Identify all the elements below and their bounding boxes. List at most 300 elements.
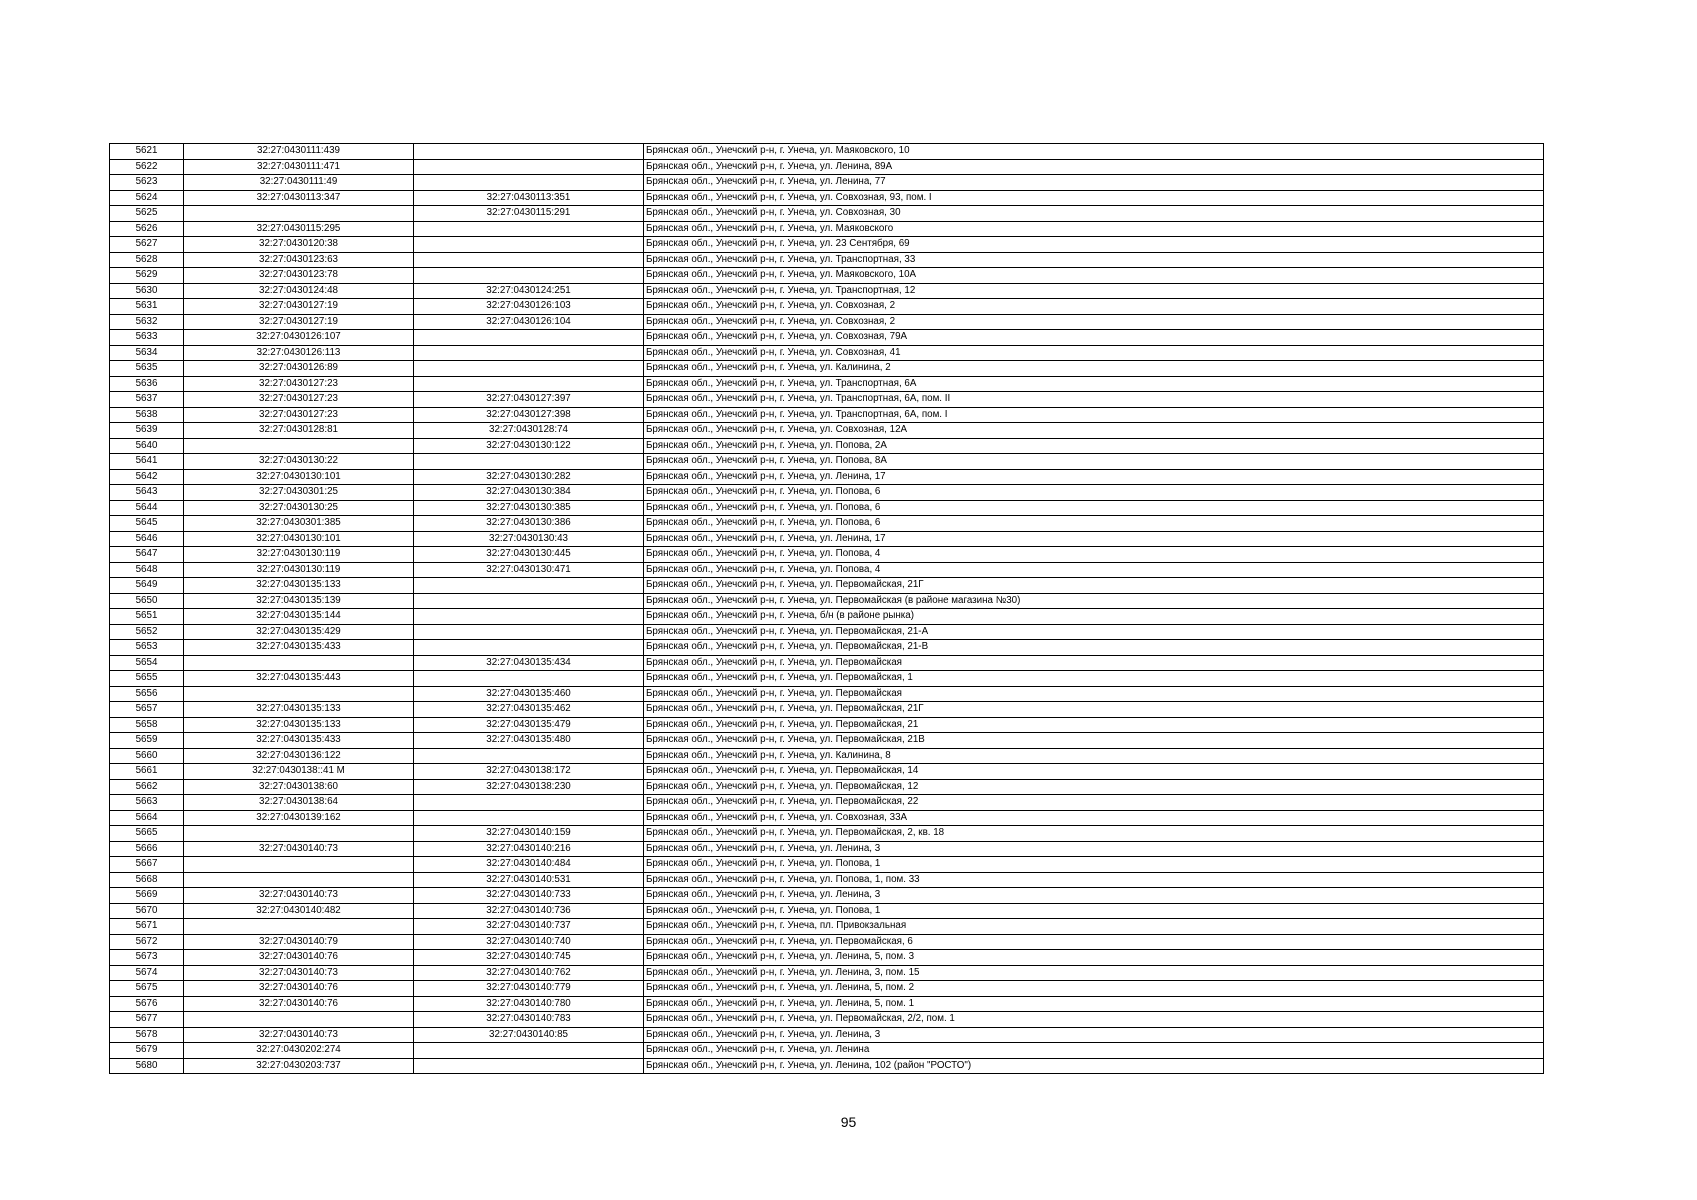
table-row (110, 175, 1544, 191)
row-number-cell: 5640 (110, 438, 184, 454)
object-cadastral-number-cell: 32:27:0430140:216 (414, 841, 644, 857)
object-cadastral-number-cell: 32:27:0430140:736 (414, 903, 644, 919)
address-cell: Брянская обл., Унечский р-н, г. Унеча, ул. 23 Сентября, 69 (644, 237, 1544, 253)
table-row (110, 981, 1544, 997)
object-cadastral-number-cell: 32:27:0430140:783 (414, 1012, 644, 1028)
table-row (110, 252, 1544, 268)
table-row (110, 500, 1544, 516)
land-cadastral-number-cell: 32:27:0430202:274 (184, 1043, 414, 1059)
object-cadastral-number-cell: 32:27:0430135:462 (414, 702, 644, 718)
table-row (110, 454, 1544, 470)
address-cell: Брянская обл., Унечский р-н, г. Унеча, ул. Первомайская, 14 (644, 764, 1544, 780)
address-cell: Брянская обл., Унечский р-н, г. Унеча, ул. Первомайская (644, 686, 1544, 702)
row-number-cell: 5624 (110, 190, 184, 206)
object-cadastral-number-cell (414, 361, 644, 377)
table-row (110, 702, 1544, 718)
table-row (110, 190, 1544, 206)
object-cadastral-number-cell: 32:27:0430140:159 (414, 826, 644, 842)
land-cadastral-number-cell: 32:27:0430124:48 (184, 283, 414, 299)
address-cell: Брянская обл., Унечский р-н, г. Унеча, ул. Совхозная, 41 (644, 345, 1544, 361)
object-cadastral-number-cell: 32:27:0430135:480 (414, 733, 644, 749)
row-number-cell: 5630 (110, 283, 184, 299)
address-cell: Брянская обл., Унечский р-н, г. Унеча, ул. Совхозная, 79А (644, 330, 1544, 346)
land-cadastral-number-cell: 32:27:0430130:119 (184, 562, 414, 578)
address-cell: Брянская обл., Унечский р-н, г. Унеча, ул. Попова, 1, пом. 33 (644, 872, 1544, 888)
row-number-cell: 5680 (110, 1058, 184, 1074)
row-number-cell: 5643 (110, 485, 184, 501)
object-cadastral-number-cell: 32:27:0430130:384 (414, 485, 644, 501)
address-cell: Брянская обл., Унечский р-н, г. Унеча, ул. Первомайская, 12 (644, 779, 1544, 795)
row-number-cell: 5652 (110, 624, 184, 640)
land-cadastral-number-cell: 32:27:0430135:433 (184, 733, 414, 749)
object-cadastral-number-cell (414, 593, 644, 609)
land-cadastral-number-cell: 32:27:0430301:25 (184, 485, 414, 501)
address-cell: Брянская обл., Унечский р-н, г. Унеча, ул. Совхозная, 33А (644, 810, 1544, 826)
address-cell: Брянская обл., Унечский р-н, г. Унеча, ул. Первомайская, 21В (644, 733, 1544, 749)
object-cadastral-number-cell: 32:27:0430140:733 (414, 888, 644, 904)
row-number-cell: 5633 (110, 330, 184, 346)
address-cell: Брянская обл., Унечский р-н, г. Унеча, ул. Совхозная, 93, пом. I (644, 190, 1544, 206)
row-number-cell: 5665 (110, 826, 184, 842)
row-number-cell: 5645 (110, 516, 184, 532)
object-cadastral-number-cell: 32:27:0430124:251 (414, 283, 644, 299)
object-cadastral-number-cell (414, 237, 644, 253)
object-cadastral-number-cell: 32:27:0430130:122 (414, 438, 644, 454)
object-cadastral-number-cell (414, 748, 644, 764)
table-row (110, 950, 1544, 966)
address-cell: Брянская обл., Унечский р-н, г. Унеча, ул. Совхозная, 12А (644, 423, 1544, 439)
table-row (110, 1012, 1544, 1028)
land-cadastral-number-cell: 32:27:0430128:81 (184, 423, 414, 439)
land-cadastral-number-cell: 32:27:0430135:133 (184, 702, 414, 718)
table-row (110, 221, 1544, 237)
address-cell: Брянская обл., Унечский р-н, г. Унеча, ул. Ленина, 3 (644, 841, 1544, 857)
land-cadastral-number-cell (184, 655, 414, 671)
table-row (110, 423, 1544, 439)
table-row (110, 516, 1544, 532)
row-number-cell: 5654 (110, 655, 184, 671)
address-cell: Брянская обл., Унечский р-н, г. Унеча, ул. Транспортная, 12 (644, 283, 1544, 299)
land-cadastral-number-cell: 32:27:0430138:60 (184, 779, 414, 795)
land-cadastral-number-cell (184, 857, 414, 873)
land-cadastral-number-cell: 32:27:0430140:76 (184, 981, 414, 997)
object-cadastral-number-cell (414, 454, 644, 470)
address-cell: Брянская обл., Унечский р-н, г. Унеча, ул. Транспортная, 6А (644, 376, 1544, 392)
object-cadastral-number-cell: 32:27:0430140:484 (414, 857, 644, 873)
object-cadastral-number-cell: 32:27:0430127:398 (414, 407, 644, 423)
object-cadastral-number-cell (414, 144, 644, 160)
table-row (110, 206, 1544, 222)
address-cell: Брянская обл., Унечский р-н, г. Унеча, ул. Первомайская (в районе магазина №30) (644, 593, 1544, 609)
address-cell: Брянская обл., Унечский р-н, г. Унеча, ул. Первомайская, 1 (644, 671, 1544, 687)
table-row (110, 717, 1544, 733)
row-number-cell: 5636 (110, 376, 184, 392)
address-cell: Брянская обл., Унечский р-н, г. Унеча, ул. Маяковского (644, 221, 1544, 237)
land-cadastral-number-cell: 32:27:0430135:433 (184, 640, 414, 656)
land-cadastral-number-cell: 32:27:0430135:133 (184, 578, 414, 594)
object-cadastral-number-cell: 32:27:0430140:745 (414, 950, 644, 966)
object-cadastral-number-cell: 32:27:0430128:74 (414, 423, 644, 439)
row-number-cell: 5639 (110, 423, 184, 439)
object-cadastral-number-cell: 32:27:0430140:531 (414, 872, 644, 888)
address-cell: Брянская обл., Унечский р-н, г. Унеча, ул. Ленина, 3, пом. 15 (644, 965, 1544, 981)
address-cell: Брянская обл., Унечский р-н, г. Унеча, ул. Первомайская, 21Г (644, 578, 1544, 594)
table-row (110, 469, 1544, 485)
table-row (110, 485, 1544, 501)
address-cell: Брянская обл., Унечский р-н, г. Унеча, ул. Первомайская, 21-В (644, 640, 1544, 656)
address-cell: Брянская обл., Унечский р-н, г. Унеча, ул. Ленина, 3 (644, 888, 1544, 904)
row-number-cell: 5656 (110, 686, 184, 702)
address-cell: Брянская обл., Унечский р-н, г. Унеча, ул. Первомайская, 2, кв. 18 (644, 826, 1544, 842)
land-cadastral-number-cell: 32:27:0430301:385 (184, 516, 414, 532)
land-cadastral-number-cell: 32:27:0430135:429 (184, 624, 414, 640)
row-number-cell: 5670 (110, 903, 184, 919)
row-number-cell: 5676 (110, 996, 184, 1012)
object-cadastral-number-cell (414, 376, 644, 392)
row-number-cell: 5642 (110, 469, 184, 485)
table-row (110, 159, 1544, 175)
row-number-cell: 5655 (110, 671, 184, 687)
row-number-cell: 5672 (110, 934, 184, 950)
table-row (110, 562, 1544, 578)
object-cadastral-number-cell: 32:27:0430140:762 (414, 965, 644, 981)
object-cadastral-number-cell (414, 624, 644, 640)
table-row (110, 283, 1544, 299)
land-cadastral-number-cell: 32:27:0430127:23 (184, 376, 414, 392)
row-number-cell: 5621 (110, 144, 184, 160)
table-row (110, 779, 1544, 795)
address-cell: Брянская обл., Унечский р-н, г. Унеча, ул. Калинина, 2 (644, 361, 1544, 377)
land-cadastral-number-cell: 32:27:0430140:73 (184, 841, 414, 857)
table-row (110, 841, 1544, 857)
row-number-cell: 5627 (110, 237, 184, 253)
land-cadastral-number-cell: 32:27:0430135:139 (184, 593, 414, 609)
row-number-cell: 5622 (110, 159, 184, 175)
land-cadastral-number-cell: 32:27:0430113:347 (184, 190, 414, 206)
table-row (110, 361, 1544, 377)
land-cadastral-number-cell: 32:27:0430127:23 (184, 392, 414, 408)
row-number-cell: 5648 (110, 562, 184, 578)
address-cell: Брянская обл., Унечский р-н, г. Унеча, пл. Привокзальная (644, 919, 1544, 935)
address-cell: Брянская обл., Унечский р-н, г. Унеча, ул. Попова, 4 (644, 562, 1544, 578)
row-number-cell: 5631 (110, 299, 184, 315)
row-number-cell: 5662 (110, 779, 184, 795)
address-cell: Брянская обл., Унечский р-н, г. Унеча, ул. Совхозная, 2 (644, 299, 1544, 315)
address-cell: Брянская обл., Унечский р-н, г. Унеча, ул. Транспортная, 33 (644, 252, 1544, 268)
table-row (110, 733, 1544, 749)
object-cadastral-number-cell: 32:27:0430140:737 (414, 919, 644, 935)
address-cell: Брянская обл., Унечский р-н, г. Унеча, ул. Транспортная, 6А, пом. II (644, 392, 1544, 408)
land-cadastral-number-cell: 32:27:0430130:22 (184, 454, 414, 470)
land-cadastral-number-cell: 32:27:0430138::41 М (184, 764, 414, 780)
object-cadastral-number-cell (414, 1043, 644, 1059)
object-cadastral-number-cell: 32:27:0430130:386 (414, 516, 644, 532)
address-cell: Брянская обл., Унечский р-н, г. Унеча, ул. Ленина, 5, пом. 1 (644, 996, 1544, 1012)
land-cadastral-number-cell: 32:27:0430140:73 (184, 1027, 414, 1043)
row-number-cell: 5669 (110, 888, 184, 904)
row-number-cell: 5666 (110, 841, 184, 857)
land-cadastral-number-cell (184, 686, 414, 702)
object-cadastral-number-cell: 32:27:0430140:779 (414, 981, 644, 997)
object-cadastral-number-cell (414, 345, 644, 361)
object-cadastral-number-cell: 32:27:0430130:445 (414, 547, 644, 563)
row-number-cell: 5647 (110, 547, 184, 563)
object-cadastral-number-cell (414, 1058, 644, 1074)
object-cadastral-number-cell (414, 640, 644, 656)
address-cell: Брянская обл., Унечский р-н, г. Унеча, ул. Ленина, 89А (644, 159, 1544, 175)
land-cadastral-number-cell: 32:27:0430140:76 (184, 996, 414, 1012)
table-row (110, 640, 1544, 656)
row-number-cell: 5674 (110, 965, 184, 981)
address-cell: Брянская обл., Унечский р-н, г. Унеча, ул. Попова, 8А (644, 454, 1544, 470)
table-row (110, 810, 1544, 826)
address-cell: Брянская обл., Унечский р-н, г. Унеча, ул. Ленина (644, 1043, 1544, 1059)
address-cell: Брянская обл., Унечский р-н, г. Унеча, ул. Ленина, 3 (644, 1027, 1544, 1043)
table-row (110, 407, 1544, 423)
address-cell: Брянская обл., Унечский р-н, г. Унеча, ул. Калинина, 8 (644, 748, 1544, 764)
table-row (110, 392, 1544, 408)
land-cadastral-number-cell: 32:27:0430111:471 (184, 159, 414, 175)
land-cadastral-number-cell: 32:27:0430140:76 (184, 950, 414, 966)
land-cadastral-number-cell: 32:27:0430130:101 (184, 531, 414, 547)
row-number-cell: 5634 (110, 345, 184, 361)
address-cell: Брянская обл., Унечский р-н, г. Унеча, ул. Первомайская, 21 (644, 717, 1544, 733)
land-cadastral-number-cell: 32:27:0430120:38 (184, 237, 414, 253)
row-number-cell: 5663 (110, 795, 184, 811)
table-row (110, 531, 1544, 547)
row-number-cell: 5637 (110, 392, 184, 408)
land-cadastral-number-cell: 32:27:0430127:19 (184, 299, 414, 315)
land-cadastral-number-cell: 32:27:0430139:162 (184, 810, 414, 826)
object-cadastral-number-cell (414, 221, 644, 237)
table-row (110, 888, 1544, 904)
row-number-cell: 5679 (110, 1043, 184, 1059)
row-number-cell: 5646 (110, 531, 184, 547)
land-cadastral-number-cell: 32:27:0430130:101 (184, 469, 414, 485)
land-cadastral-number-cell: 32:27:0430111:439 (184, 144, 414, 160)
table-row (110, 376, 1544, 392)
object-cadastral-number-cell (414, 175, 644, 191)
table-row (110, 547, 1544, 563)
table-row (110, 1043, 1544, 1059)
object-cadastral-number-cell: 32:27:0430138:172 (414, 764, 644, 780)
object-cadastral-number-cell (414, 159, 644, 175)
address-cell: Брянская обл., Унечский р-н, г. Унеча, ул. Ленина, 77 (644, 175, 1544, 191)
land-cadastral-number-cell: 32:27:0430123:63 (184, 252, 414, 268)
address-cell: Брянская обл., Унечский р-н, г. Унеча, ул. Попова, 6 (644, 500, 1544, 516)
table-row (110, 268, 1544, 284)
address-cell: Брянская обл., Унечский р-н, г. Унеча, ул. Ленина, 102 (район "РОСТО") (644, 1058, 1544, 1074)
table-row (110, 686, 1544, 702)
land-cadastral-number-cell (184, 1012, 414, 1028)
address-cell: Брянская обл., Унечский р-н, г. Унеча, ул. Маяковского, 10А (644, 268, 1544, 284)
table-row (110, 903, 1544, 919)
address-cell: Брянская обл., Унечский р-н, г. Унеча, ул. Первомайская, 21-А (644, 624, 1544, 640)
address-cell: Брянская обл., Унечский р-н, г. Унеча, ул. Ленина, 17 (644, 531, 1544, 547)
land-cadastral-number-cell: 32:27:0430136:122 (184, 748, 414, 764)
registry-sheet (109, 143, 1543, 1074)
object-cadastral-number-cell: 32:27:0430130:471 (414, 562, 644, 578)
address-cell: Брянская обл., Унечский р-н, г. Унеча, ул. Попова, 1 (644, 857, 1544, 873)
land-cadastral-number-cell: 32:27:0430135:133 (184, 717, 414, 733)
table-row (110, 345, 1544, 361)
table-row (110, 609, 1544, 625)
row-number-cell: 5653 (110, 640, 184, 656)
object-cadastral-number-cell: 32:27:0430140:85 (414, 1027, 644, 1043)
object-cadastral-number-cell (414, 671, 644, 687)
land-cadastral-number-cell: 32:27:0430135:443 (184, 671, 414, 687)
row-number-cell: 5658 (110, 717, 184, 733)
row-number-cell: 5626 (110, 221, 184, 237)
address-cell: Брянская обл., Унечский р-н, г. Унеча, ул. Ленина, 5, пом. 2 (644, 981, 1544, 997)
address-cell: Брянская обл., Унечский р-н, г. Унеча, ул. Первомайская, 6 (644, 934, 1544, 950)
table-row (110, 826, 1544, 842)
row-number-cell: 5677 (110, 1012, 184, 1028)
land-cadastral-number-cell (184, 872, 414, 888)
land-cadastral-number-cell: 32:27:0430135:144 (184, 609, 414, 625)
registry-table (109, 143, 1544, 1074)
object-cadastral-number-cell (414, 578, 644, 594)
row-number-cell: 5664 (110, 810, 184, 826)
row-number-cell: 5657 (110, 702, 184, 718)
object-cadastral-number-cell: 32:27:0430130:282 (414, 469, 644, 485)
land-cadastral-number-cell: 32:27:0430126:107 (184, 330, 414, 346)
address-cell: Брянская обл., Унечский р-н, г. Унеча, ул. Транспортная, 6А, пом. I (644, 407, 1544, 423)
land-cadastral-number-cell: 32:27:0430140:73 (184, 965, 414, 981)
table-row (110, 795, 1544, 811)
row-number-cell: 5659 (110, 733, 184, 749)
land-cadastral-number-cell: 32:27:0430138:64 (184, 795, 414, 811)
land-cadastral-number-cell: 32:27:0430140:482 (184, 903, 414, 919)
land-cadastral-number-cell (184, 919, 414, 935)
table-row (110, 330, 1544, 346)
object-cadastral-number-cell: 32:27:0430135:479 (414, 717, 644, 733)
address-cell: Брянская обл., Унечский р-н, г. Унеча, ул. Попова, 6 (644, 516, 1544, 532)
row-number-cell: 5623 (110, 175, 184, 191)
page-number: 95 (840, 1114, 857, 1130)
land-cadastral-number-cell: 32:27:0430130:25 (184, 500, 414, 516)
object-cadastral-number-cell: 32:27:0430140:780 (414, 996, 644, 1012)
land-cadastral-number-cell: 32:27:0430130:119 (184, 547, 414, 563)
table-row (110, 299, 1544, 315)
object-cadastral-number-cell: 32:27:0430135:434 (414, 655, 644, 671)
row-number-cell: 5673 (110, 950, 184, 966)
object-cadastral-number-cell: 32:27:0430115:291 (414, 206, 644, 222)
address-cell: Брянская обл., Унечский р-н, г. Унеча, ул. Совхозная, 30 (644, 206, 1544, 222)
address-cell: Брянская обл., Унечский р-н, г. Унеча, ул. Первомайская, 21Г (644, 702, 1544, 718)
row-number-cell: 5661 (110, 764, 184, 780)
address-cell: Брянская обл., Унечский р-н, г. Унеча, ул. Ленина, 5, пом. 3 (644, 950, 1544, 966)
land-cadastral-number-cell: 32:27:0430126:113 (184, 345, 414, 361)
registry-body (110, 144, 1544, 1074)
row-number-cell: 5668 (110, 872, 184, 888)
table-row (110, 593, 1544, 609)
land-cadastral-number-cell: 32:27:0430115:295 (184, 221, 414, 237)
table-row (110, 1058, 1544, 1074)
row-number-cell: 5660 (110, 748, 184, 764)
object-cadastral-number-cell (414, 252, 644, 268)
object-cadastral-number-cell: 32:27:0430130:385 (414, 500, 644, 516)
object-cadastral-number-cell: 32:27:0430138:230 (414, 779, 644, 795)
address-cell: Брянская обл., Унечский р-н, г. Унеча, ул. Попова, 1 (644, 903, 1544, 919)
object-cadastral-number-cell: 32:27:0430130:43 (414, 531, 644, 547)
address-cell: Брянская обл., Унечский р-н, г. Унеча, ул. Попова, 6 (644, 485, 1544, 501)
row-number-cell: 5667 (110, 857, 184, 873)
land-cadastral-number-cell: 32:27:0430127:23 (184, 407, 414, 423)
table-row (110, 934, 1544, 950)
object-cadastral-number-cell: 32:27:0430135:460 (414, 686, 644, 702)
row-number-cell: 5638 (110, 407, 184, 423)
address-cell: Брянская обл., Унечский р-н, г. Унеча, ул. Ленина, 17 (644, 469, 1544, 485)
row-number-cell: 5649 (110, 578, 184, 594)
land-cadastral-number-cell: 32:27:0430126:89 (184, 361, 414, 377)
row-number-cell: 5651 (110, 609, 184, 625)
table-row (110, 748, 1544, 764)
table-row (110, 144, 1544, 160)
table-row (110, 655, 1544, 671)
table-row (110, 857, 1544, 873)
object-cadastral-number-cell (414, 609, 644, 625)
land-cadastral-number-cell: 32:27:0430123:78 (184, 268, 414, 284)
row-number-cell: 5628 (110, 252, 184, 268)
row-number-cell: 5675 (110, 981, 184, 997)
table-row (110, 624, 1544, 640)
table-row (110, 578, 1544, 594)
address-cell: Брянская обл., Унечский р-н, г. Унеча, ул. Первомайская, 2/2, пом. 1 (644, 1012, 1544, 1028)
land-cadastral-number-cell: 32:27:0430111:49 (184, 175, 414, 191)
object-cadastral-number-cell: 32:27:0430126:104 (414, 314, 644, 330)
row-number-cell: 5641 (110, 454, 184, 470)
table-row (110, 1027, 1544, 1043)
row-number-cell: 5644 (110, 500, 184, 516)
address-cell: Брянская обл., Унечский р-н, г. Унеча, ул. Первомайская, 22 (644, 795, 1544, 811)
land-cadastral-number-cell (184, 826, 414, 842)
address-cell: Брянская обл., Унечский р-н, г. Унеча, ул. Совхозная, 2 (644, 314, 1544, 330)
address-cell: Брянская обл., Унечский р-н, г. Унеча, ул. Попова, 4 (644, 547, 1544, 563)
object-cadastral-number-cell (414, 268, 644, 284)
address-cell: Брянская обл., Унечский р-н, г. Унеча, ул. Первомайская (644, 655, 1544, 671)
land-cadastral-number-cell: 32:27:0430140:73 (184, 888, 414, 904)
row-number-cell: 5632 (110, 314, 184, 330)
object-cadastral-number-cell: 32:27:0430140:740 (414, 934, 644, 950)
object-cadastral-number-cell: 32:27:0430126:103 (414, 299, 644, 315)
row-number-cell: 5629 (110, 268, 184, 284)
object-cadastral-number-cell (414, 810, 644, 826)
address-cell: Брянская обл., Унечский р-н, г. Унеча, ул. Маяковского, 10 (644, 144, 1544, 160)
table-row (110, 237, 1544, 253)
land-cadastral-number-cell (184, 438, 414, 454)
table-row (110, 314, 1544, 330)
table-row (110, 872, 1544, 888)
table-row (110, 438, 1544, 454)
land-cadastral-number-cell: 32:27:0430140:79 (184, 934, 414, 950)
row-number-cell: 5671 (110, 919, 184, 935)
table-row (110, 996, 1544, 1012)
table-row (110, 671, 1544, 687)
address-cell: Брянская обл., Унечский р-н, г. Унеча, б/н (в районе рынка) (644, 609, 1544, 625)
land-cadastral-number-cell: 32:27:0430203:737 (184, 1058, 414, 1074)
object-cadastral-number-cell (414, 795, 644, 811)
table-row (110, 919, 1544, 935)
land-cadastral-number-cell: 32:27:0430127:19 (184, 314, 414, 330)
object-cadastral-number-cell: 32:27:0430113:351 (414, 190, 644, 206)
table-row (110, 764, 1544, 780)
row-number-cell: 5650 (110, 593, 184, 609)
row-number-cell: 5678 (110, 1027, 184, 1043)
table-row (110, 965, 1544, 981)
address-cell: Брянская обл., Унечский р-н, г. Унеча, ул. Попова, 2А (644, 438, 1544, 454)
row-number-cell: 5635 (110, 361, 184, 377)
